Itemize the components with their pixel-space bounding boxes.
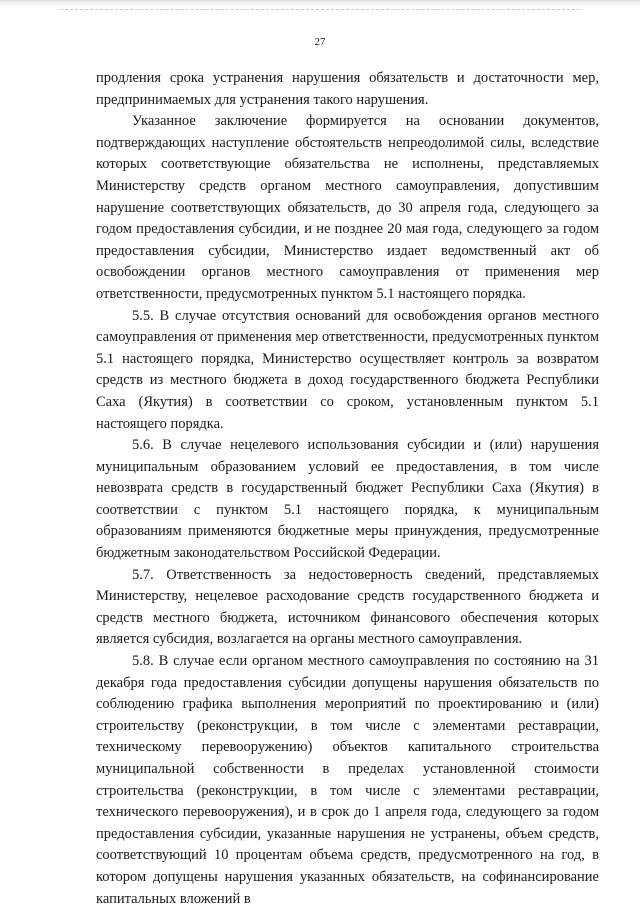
paragraph-continuation: продления срока устранения нарушения обязательств и достаточности мер, предпринимаемых для устранения такого нарушения. (96, 70, 599, 108)
scan-top-edge (0, 0, 640, 8)
scan-artifact-line (60, 9, 580, 10)
paragraph-5-6: 5.6. В случае нецелевого использования субсидии и (или) нарушения муниципальным образованием условий ее предоставления, в том числе невозврата средств в государственный бюджет Республики Саха (Якутия) в соответствии с пунктом 5.1 настоящего порядка, к муниципальным образованиям применяются бюджетные меры принуждения, предусмотренные бюджетным законодательством Российской Федерации. (96, 437, 599, 562)
document-body (96, 68, 599, 910)
paragraph-5-5: 5.5. В случае отсутствия оснований для освобождения органов местного самоуправления от применения мер ответственности, предусмотренных пунктом 5.1 настоящего порядка, Министерство осуществляет контроль за возвратом средств из местного бюджета в доход государственного бюджета Республики Саха (Якутия) в соответствии со сроком, установленным пунктом 5.1 настоящего порядка. (96, 307, 599, 432)
paragraph-5-8: 5.8. В случае если органом местного самоуправления по состоянию на 31 декабря года предоставления субсидии допущены нарушения обязательств по соблюдению графика выполнения мероприятий по проектированию и (или) строительству (реконструкции, в том числе с элементами реставрации, техническому перевооружению) объектов капитального строительства муниципальной собственности в пределах установленной стоимости строительства (реконструкции, в том числе с элементами реставрации, технического перевооружения), и в срок до 1 апреля года, следующего за годом предоставления субсидии, указанные нарушения не устранены, объем средств, соответствующий 10 процентам объема средств, предусмотренного на год, в котором допущены нарушения указанных обязательств, на софинансирование капитальных вложений в (96, 653, 599, 907)
paragraph-5-7: 5.7. Ответственность за недостоверность сведений, представляемых Министерству, нецелевое расходование средств государственного бюджета и средств местного бюджета, источником финансового обеспечения которых является субсидия, возлагается на органы местного самоуправления. (96, 566, 599, 648)
page-number: 27 (314, 36, 326, 48)
paragraph-conclusion: Указанное заключение формируется на основании документов, подтверждающих наступление обстоятельств непреодолимой силы, вследствие которых соответствующие обязательства не исполнены, представляемых Министерству средств органом местного самоуправления, допустившим нарушение соответствующих обязательств, до 30 апреля года, следующего за годом предоставления субсидии, и не позднее 20 мая года, следующего за годом предоставления субсидии, Министерство издает ведомственный акт об освобождении органов местного самоуправления от применения мер ответственности, предусмотренных пунктом 5.1 настоящего порядка. (96, 113, 599, 302)
